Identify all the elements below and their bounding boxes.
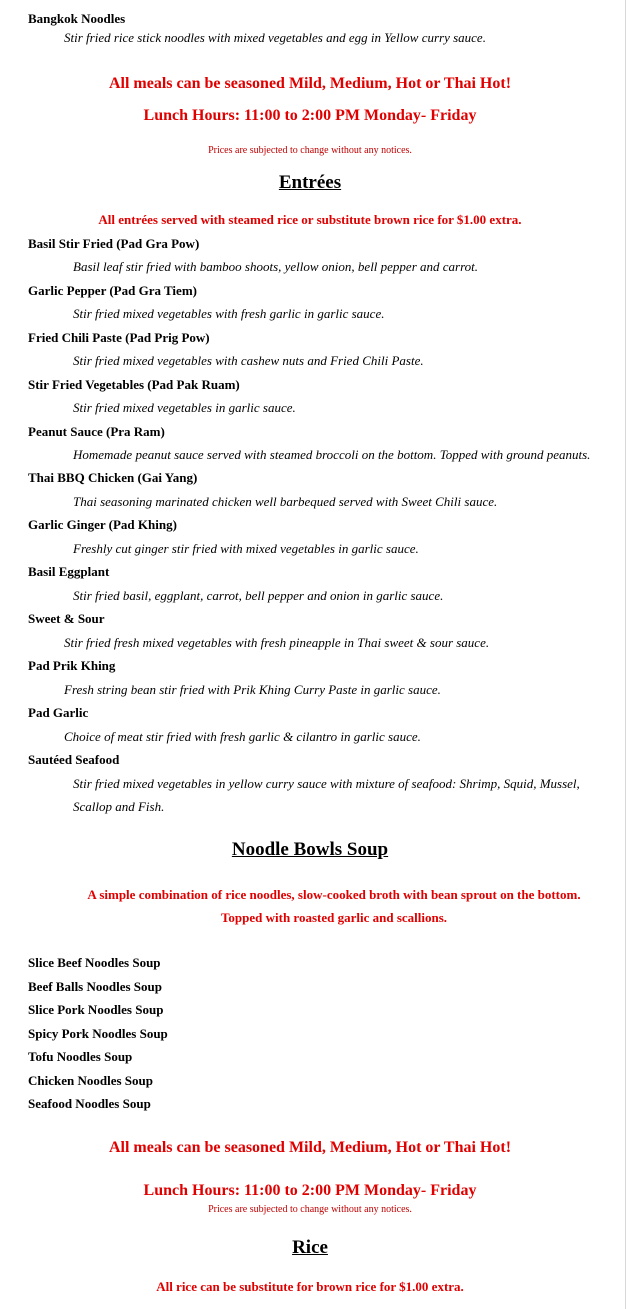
- entree-desc: Stir fried fresh mixed vegetables with fresh pineapple in Thai sweet & sour sauce.: [64, 635, 490, 650]
- entree-name: Pad Prik Khing: [28, 658, 116, 673]
- noodle-soup-note: Topped with roasted garlic and scallions.: [220, 910, 448, 925]
- menu-item-name: Bangkok Noodles: [28, 11, 126, 26]
- entree-name: Basil Stir Fried (Pad Gra Pow): [28, 236, 200, 251]
- entree-desc: Basil leaf stir fried with bamboo shoots, yellow onion, bell pepper and carrot.: [73, 259, 479, 274]
- entree-name: Garlic Ginger (Pad Khing): [28, 517, 177, 532]
- noodle-soup-item: Spicy Pork Noodles Soup: [28, 1026, 168, 1041]
- seasoning-notice: All meals can be seasoned Mild, Medium, Hot or Thai Hot!: [108, 75, 512, 92]
- lunch-hours: Lunch Hours: 11:00 to 2:00 PM Monday- Friday: [143, 107, 477, 124]
- entree-desc: Fresh string bean stir fried with Prik Khing Curry Paste in garlic sauce.: [64, 682, 441, 697]
- entree-desc: Stir fried basil, eggplant, carrot, bell pepper and onion in garlic sauce.: [73, 588, 444, 603]
- lunch-hours: Lunch Hours: 11:00 to 2:00 PM Monday- Friday: [143, 1182, 477, 1199]
- entree-name: Sautéed Seafood: [28, 752, 120, 767]
- entree-name: Pad Garlic: [28, 705, 89, 720]
- noodle-soup-item: Seafood Noodles Soup: [28, 1096, 151, 1111]
- entree-desc: Stir fried mixed vegetables in yellow curry sauce with mixture of seafood: Shrimp, Squid, Mussel,: [73, 776, 580, 791]
- menu-item-desc: Stir fried rice stick noodles with mixed vegetables and egg in Yellow curry sauce.: [64, 30, 486, 45]
- entree-desc: Scallop and Fish.: [73, 799, 165, 814]
- entree-name: Thai BBQ Chicken (Gai Yang): [28, 470, 198, 485]
- noodle-soup-item: Beef Balls Noodles Soup: [28, 979, 162, 994]
- noodle-soup-item: Slice Pork Noodles Soup: [28, 1002, 164, 1017]
- entree-desc: Stir fried mixed vegetables with cashew nuts and Fried Chili Paste.: [73, 353, 424, 368]
- entree-name: Peanut Sauce (Pra Ram): [28, 424, 165, 439]
- entree-name: Stir Fried Vegetables (Pad Pak Ruam): [28, 377, 240, 392]
- entree-desc: Stir fried mixed vegetables in garlic sauce.: [73, 400, 296, 415]
- noodle-soup-item: Chicken Noodles Soup: [28, 1073, 153, 1088]
- entree-desc: Choice of meat stir fried with fresh garlic & cilantro in garlic sauce.: [64, 729, 421, 744]
- entree-desc: Stir fried mixed vegetables with fresh garlic in garlic sauce.: [73, 306, 385, 321]
- entree-desc: Freshly cut ginger stir fried with mixed vegetables in garlic sauce.: [73, 541, 419, 556]
- page-edge: [625, 0, 626, 1309]
- entree-name: Fried Chili Paste (Pad Prig Pow): [28, 330, 210, 345]
- entree-name: Sweet & Sour: [28, 611, 105, 626]
- section-title-rice: Rice: [292, 1237, 328, 1258]
- section-title-entrees: Entrées: [278, 172, 342, 193]
- entree-desc: Thai seasoning marinated chicken well barbequed served with Sweet Chili sauce.: [73, 494, 498, 509]
- price-disclaimer: Prices are subjected to change without any notices.: [208, 145, 412, 156]
- rice-note: All rice can be substitute for brown rice for $1.00 extra.: [156, 1279, 464, 1294]
- entree-name: Garlic Pepper (Pad Gra Tiem): [28, 283, 197, 298]
- entrees-note: All entrées served with steamed rice or substitute brown rice for $1.00 extra.: [98, 212, 522, 227]
- entree-desc: Homemade peanut sauce served with steamed broccoli on the bottom. Topped with ground peanuts.: [73, 447, 591, 462]
- noodle-soup-note: A simple combination of rice noodles, slow-cooked broth with bean sprout on the bottom.: [87, 887, 581, 902]
- noodle-soup-item: Tofu Noodles Soup: [28, 1049, 133, 1064]
- section-title-noodle-soup: Noodle Bowls Soup: [231, 839, 389, 860]
- price-disclaimer: Prices are subjected to change without any notices.: [208, 1204, 412, 1215]
- noodle-soup-item: Slice Beef Noodles Soup: [28, 955, 161, 970]
- entree-name: Basil Eggplant: [28, 564, 110, 579]
- seasoning-notice: All meals can be seasoned Mild, Medium, Hot or Thai Hot!: [108, 1139, 512, 1156]
